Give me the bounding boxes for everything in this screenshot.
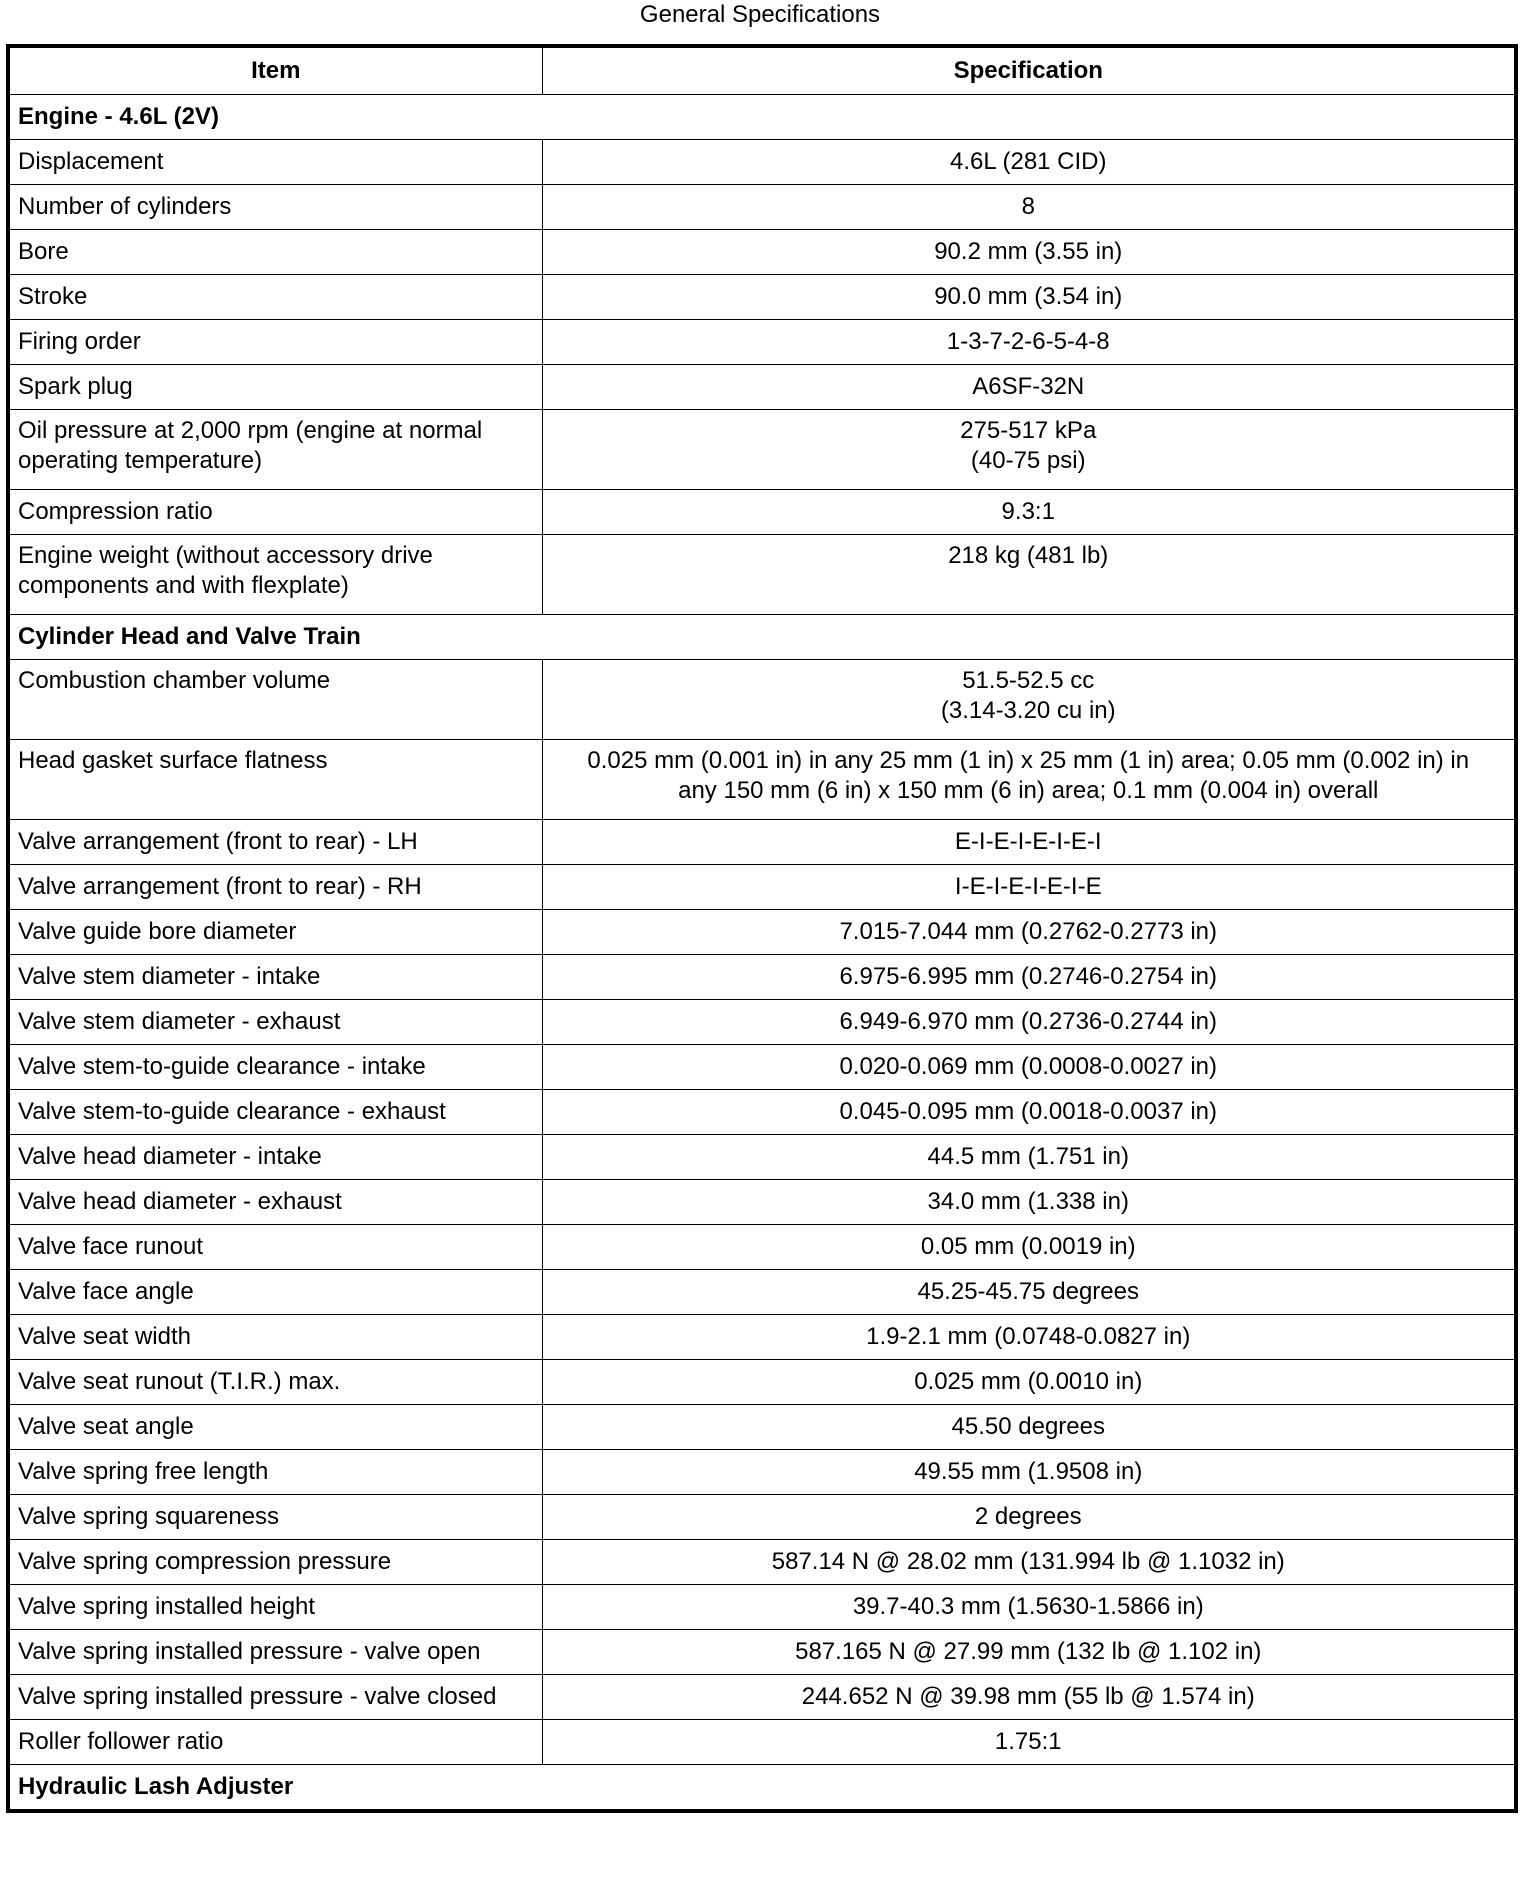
item-cell (8, 955, 542, 1000)
specification-cell (542, 535, 1516, 615)
table-row (8, 1180, 1516, 1225)
section-header-row (8, 1765, 1516, 1812)
specification-cell (542, 1090, 1516, 1135)
table-row (8, 320, 1516, 365)
specification-text: 8 (1021, 193, 1035, 220)
specification-cell (542, 1720, 1516, 1765)
item-cell (8, 1225, 542, 1270)
item-cell (8, 535, 542, 615)
specification-text: 44.5 mm (1.751 in) (927, 1143, 1129, 1170)
specification-cell (542, 275, 1516, 320)
section-title: Hydraulic Lash Adjuster (8, 1765, 1516, 1812)
specification-cell (542, 1360, 1516, 1405)
table-row (8, 275, 1516, 320)
item-cell (8, 1630, 542, 1675)
specification-cell (542, 1450, 1516, 1495)
item-text: Valve seat runout (T.I.R.) max. (18, 1368, 341, 1395)
item-cell (8, 320, 542, 365)
item-text: Valve seat width (18, 1323, 191, 1350)
item-text: Valve face angle (18, 1278, 194, 1305)
item-cell (8, 1360, 542, 1405)
item-text: Compression ratio (18, 498, 213, 525)
page-title: General Specifications (639, 1, 881, 28)
item-text: Valve stem diameter - intake (18, 963, 321, 990)
specification-text: 90.0 mm (3.54 in) (934, 283, 1123, 310)
specification-cell (542, 910, 1516, 955)
item-text: Oil pressure at 2,000 rpm (engine at normal (18, 417, 483, 444)
item-cell (8, 1720, 542, 1765)
specification-text: 0.045-0.095 mm (0.0018-0.0037 in) (839, 1098, 1218, 1125)
column-header-item: Item (8, 46, 542, 95)
specification-cell (542, 1000, 1516, 1045)
specification-cell (542, 1225, 1516, 1270)
specification-text: 587.165 N @ 27.99 mm (132 lb @ 1.102 in) (795, 1638, 1262, 1665)
specification-cell (542, 1630, 1516, 1675)
specification-text: 218 kg (481 lb) (948, 542, 1109, 569)
item-cell (8, 1270, 542, 1315)
item-text: Valve head diameter - intake (18, 1143, 322, 1170)
table-row (8, 185, 1516, 230)
specification-cell (542, 140, 1516, 185)
specification-text: any 150 mm (6 in) x 150 mm (6 in) area; 0.1 mm (0.004 in) overall (678, 777, 1379, 804)
specification-text: 1.75:1 (994, 1728, 1062, 1755)
specification-cell (542, 1675, 1516, 1720)
table-row (8, 1405, 1516, 1450)
specification-text: 51.5-52.5 cc (962, 667, 1095, 694)
specification-text: 7.015-7.044 mm (0.2762-0.2773 in) (839, 918, 1218, 945)
specification-cell (542, 410, 1516, 490)
item-text: Valve spring installed height (18, 1593, 316, 1620)
specification-text: (40-75 psi) (970, 447, 1086, 474)
specification-cell (542, 1135, 1516, 1180)
specification-cell (542, 1540, 1516, 1585)
specification-cell (542, 820, 1516, 865)
table-row (8, 140, 1516, 185)
item-text: Valve spring free length (18, 1458, 269, 1485)
table-row (8, 660, 1516, 740)
specification-text: 1-3-7-2-6-5-4-8 (946, 328, 1110, 355)
item-text: Head gasket surface flatness (18, 747, 328, 774)
item-cell (8, 275, 542, 320)
item-cell (8, 1135, 542, 1180)
item-text: Roller follower ratio (18, 1728, 224, 1755)
specification-cell (542, 1180, 1516, 1225)
item-cell (8, 1090, 542, 1135)
specification-text: 0.025 mm (0.0010 in) (914, 1368, 1143, 1395)
specification-text: A6SF-32N (972, 373, 1085, 400)
specification-text: 587.14 N @ 28.02 mm (131.994 lb @ 1.1032 in) (771, 1548, 1285, 1575)
item-text: Valve spring squareness (18, 1503, 280, 1530)
item-cell (8, 185, 542, 230)
specification-cell (542, 660, 1516, 740)
specification-text: 0.05 mm (0.0019 in) (920, 1233, 1136, 1260)
specification-cell (542, 320, 1516, 365)
specification-text: 45.25-45.75 degrees (917, 1278, 1139, 1305)
section-header-row (8, 615, 1516, 660)
item-text: Valve face runout (18, 1233, 204, 1260)
specification-text: 34.0 mm (1.338 in) (927, 1188, 1129, 1215)
section-title: Cylinder Head and Valve Train (8, 615, 1516, 660)
item-text: Valve head diameter - exhaust (18, 1188, 342, 1215)
item-cell (8, 1675, 542, 1720)
item-text: Number of cylinders (18, 193, 232, 220)
item-text: Valve guide bore diameter (18, 918, 297, 945)
table-row (8, 1630, 1516, 1675)
specification-cell (542, 230, 1516, 275)
specification-text: 0.025 mm (0.001 in) in any 25 mm (1 in) x 25 mm (1 in) area; 0.05 mm (0.002 in) in (587, 747, 1470, 774)
item-text: Valve spring installed pressure - valve closed (18, 1683, 497, 1710)
item-cell (8, 1495, 542, 1540)
specification-cell (542, 740, 1516, 820)
specifications-table (6, 44, 1518, 1813)
table-row (8, 1720, 1516, 1765)
item-text: Displacement (18, 148, 164, 175)
specification-cell (542, 1315, 1516, 1360)
table-row (8, 1315, 1516, 1360)
specification-text: 45.50 degrees (951, 1413, 1105, 1440)
item-cell (8, 910, 542, 955)
table-row (8, 1540, 1516, 1585)
item-cell (8, 740, 542, 820)
item-cell (8, 865, 542, 910)
table-row (8, 1090, 1516, 1135)
item-cell (8, 660, 542, 740)
table-row (8, 365, 1516, 410)
item-text: Bore (18, 238, 69, 265)
item-text: Valve arrangement (front to rear) - RH (18, 873, 422, 900)
table-row (8, 1270, 1516, 1315)
table-row (8, 1450, 1516, 1495)
table-row (8, 1135, 1516, 1180)
item-cell (8, 1000, 542, 1045)
specification-text: 6.949-6.970 mm (0.2736-0.2744 in) (839, 1008, 1218, 1035)
table-row (8, 490, 1516, 535)
item-cell (8, 1315, 542, 1360)
specification-cell (542, 1405, 1516, 1450)
table-row (8, 535, 1516, 615)
item-cell (8, 490, 542, 535)
specification-text: 1.9-2.1 mm (0.0748-0.0827 in) (866, 1323, 1191, 1350)
specification-cell (542, 955, 1516, 1000)
specification-cell (542, 865, 1516, 910)
specification-cell (542, 1045, 1516, 1090)
table-row (8, 1045, 1516, 1090)
section-title: Engine - 4.6L (2V) (8, 95, 1516, 140)
table-row (8, 955, 1516, 1000)
item-text: components and with flexplate) (18, 572, 349, 599)
specification-cell (542, 1585, 1516, 1630)
item-text: Valve stem-to-guide clearance - exhaust (18, 1098, 446, 1125)
item-cell (8, 410, 542, 490)
table-row (8, 910, 1516, 955)
specification-text: 9.3:1 (1001, 498, 1055, 525)
specification-text: 6.975-6.995 mm (0.2746-0.2754 in) (839, 963, 1218, 990)
item-cell (8, 1540, 542, 1585)
specification-text: 39.7-40.3 mm (1.5630-1.5866 in) (852, 1593, 1204, 1620)
specification-text: 90.2 mm (3.55 in) (934, 238, 1123, 265)
table-row (8, 410, 1516, 490)
specification-text: 0.020-0.069 mm (0.0008-0.0027 in) (839, 1053, 1218, 1080)
item-text: Valve stem-to-guide clearance - intake (18, 1053, 426, 1080)
item-cell (8, 1180, 542, 1225)
item-text: Firing order (18, 328, 141, 355)
item-cell (8, 1450, 542, 1495)
specification-cell (542, 490, 1516, 535)
specification-text: I-E-I-E-I-E-I-E (954, 873, 1102, 900)
specification-text: (3.14-3.20 cu in) (940, 697, 1116, 724)
item-cell (8, 1045, 542, 1090)
item-text: Valve spring installed pressure - valve open (18, 1638, 481, 1665)
item-text: Combustion chamber volume (18, 667, 331, 694)
section-header-row (8, 95, 1516, 140)
specification-text: 275-517 kPa (960, 417, 1097, 444)
specification-cell (542, 1270, 1516, 1315)
table-row (8, 1360, 1516, 1405)
table-row (8, 740, 1516, 820)
specifications-table-body (8, 95, 1516, 1812)
specification-text: 2 degrees (974, 1503, 1082, 1530)
table-row (8, 230, 1516, 275)
item-cell (8, 1585, 542, 1630)
item-cell (8, 365, 542, 410)
item-cell (8, 1405, 542, 1450)
specification-text: 49.55 mm (1.9508 in) (914, 1458, 1143, 1485)
item-cell (8, 820, 542, 865)
item-text: Valve arrangement (front to rear) - LH (18, 828, 418, 855)
specification-cell (542, 1495, 1516, 1540)
specification-cell (542, 185, 1516, 230)
item-text: Valve stem diameter - exhaust (18, 1008, 341, 1035)
table-row (8, 1225, 1516, 1270)
column-header-specification: Specification (542, 46, 1516, 95)
table-row (8, 1000, 1516, 1045)
item-text: operating temperature) (18, 447, 263, 474)
table-header-row (8, 46, 1516, 95)
item-text: Valve seat angle (18, 1413, 194, 1440)
item-cell (8, 140, 542, 185)
specification-text: 244.652 N @ 39.98 mm (55 lb @ 1.574 in) (801, 1683, 1255, 1710)
table-row (8, 1495, 1516, 1540)
item-text: Engine weight (without accessory drive (18, 542, 433, 569)
table-row (8, 1585, 1516, 1630)
item-text: Spark plug (18, 373, 133, 400)
table-row (8, 865, 1516, 910)
specification-cell (542, 365, 1516, 410)
specification-text: E-I-E-I-E-I-E-I (954, 828, 1102, 855)
item-text: Stroke (18, 283, 88, 310)
specification-text: 4.6L (281 CID) (949, 148, 1107, 175)
table-row (8, 1675, 1516, 1720)
item-text: Valve spring compression pressure (18, 1548, 392, 1575)
item-cell (8, 230, 542, 275)
table-row (8, 820, 1516, 865)
